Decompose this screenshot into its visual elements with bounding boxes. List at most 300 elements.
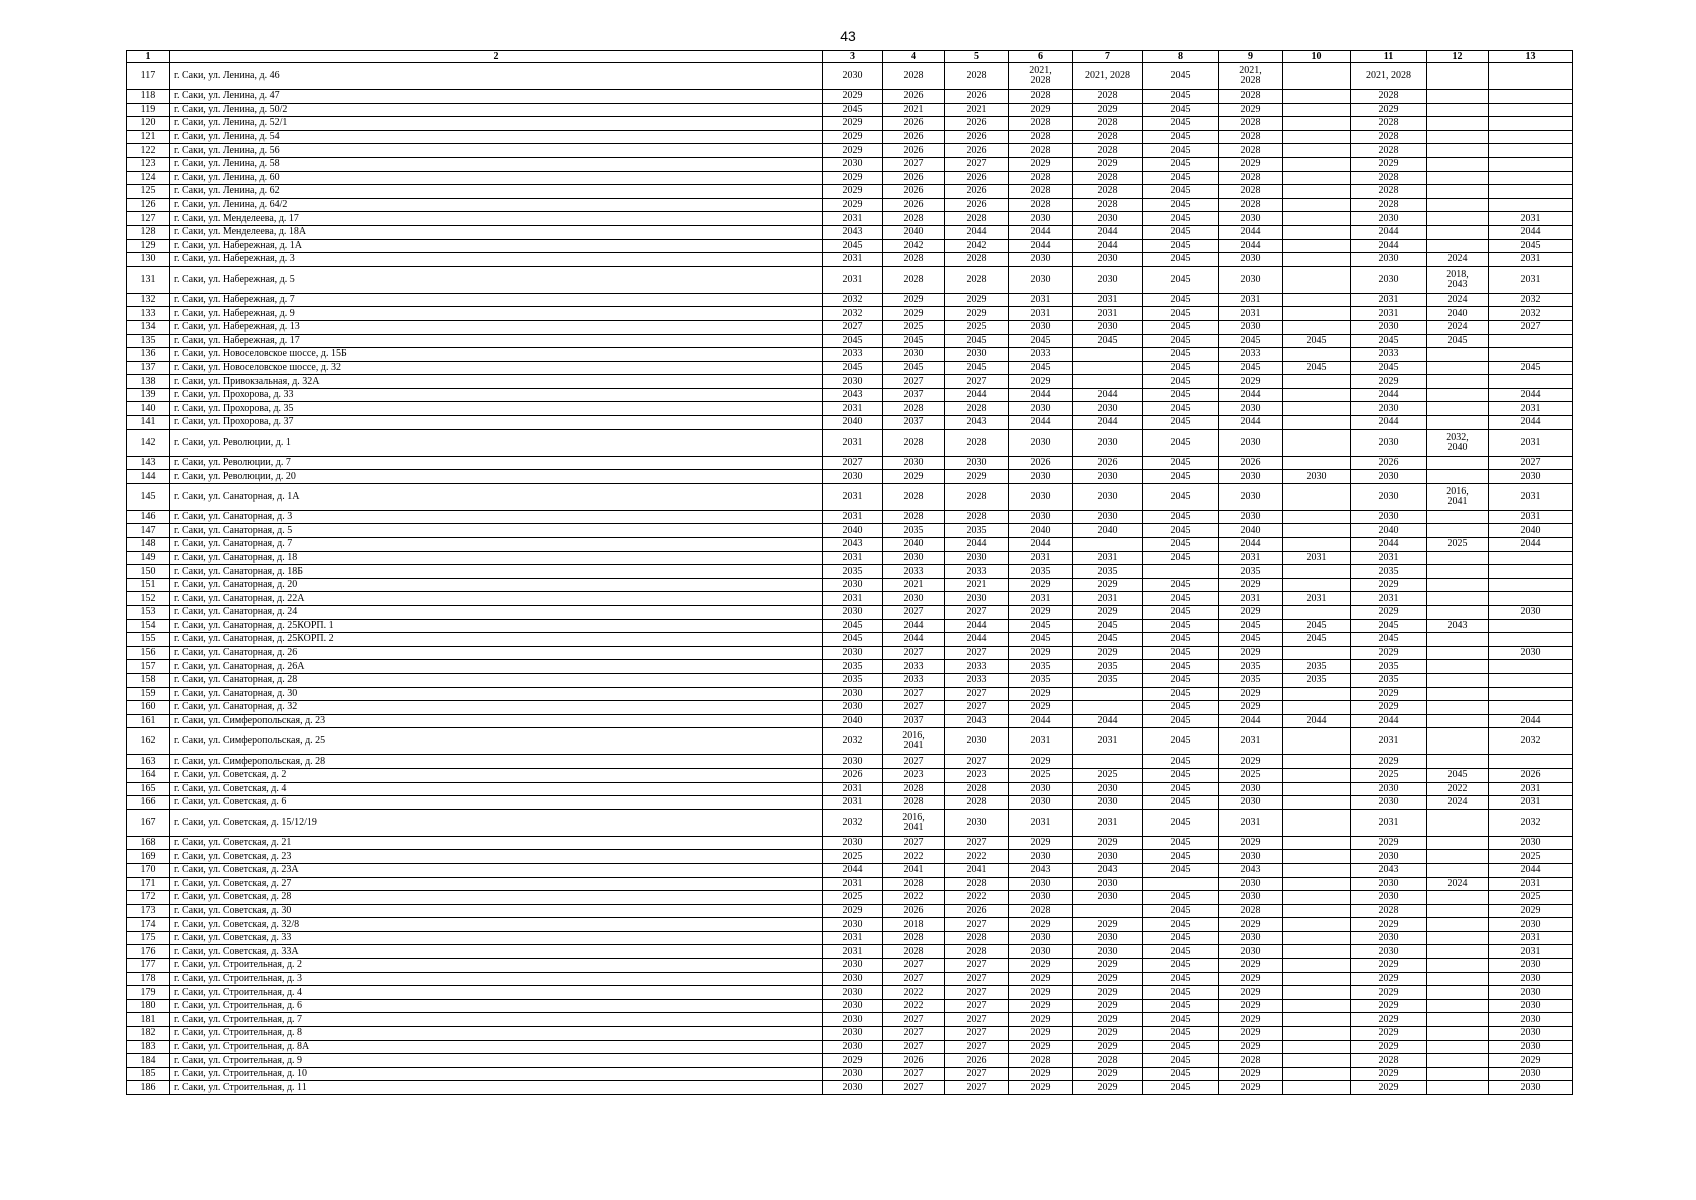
year-cell-col-8: 2045 [1143, 959, 1219, 973]
year-cell-col-7: 2035 [1073, 673, 1143, 687]
year-cell-col-10 [1283, 931, 1351, 945]
table-row [127, 755, 1573, 769]
year-cell-col-10 [1283, 253, 1351, 267]
year-cell-col-7: 2045 [1073, 619, 1143, 633]
year-cell-col-12 [1427, 931, 1489, 945]
address-cell: г. Саки, ул. Прохорова, д. 37 [170, 416, 823, 430]
year-cell-col-4: 2027 [883, 755, 945, 769]
year-cell-col-9: 2033 [1219, 348, 1283, 362]
year-cell-col-11: 2030 [1351, 253, 1427, 267]
year-cell-col-7: 2035 [1073, 660, 1143, 674]
year-cell-col-8: 2045 [1143, 253, 1219, 267]
year-cell-col-6: 2030 [1009, 796, 1073, 810]
year-cell-col-10 [1283, 565, 1351, 579]
address-cell: г. Саки, ул. Санаторная, д. 26А [170, 660, 823, 674]
year-cell-col-7: 2030 [1073, 402, 1143, 416]
year-cell-col-10 [1283, 510, 1351, 524]
row-number-cell: 150 [127, 565, 170, 579]
year-cell-col-9: 2028 [1219, 198, 1283, 212]
address-cell: г. Саки, ул. Советская, д. 33А [170, 945, 823, 959]
table-row [127, 646, 1573, 660]
year-cell-col-8: 2045 [1143, 266, 1219, 293]
year-cell-col-5: 2027 [945, 1040, 1009, 1054]
address-cell: г. Саки, ул. Советская, д. 33 [170, 931, 823, 945]
year-cell-col-9: 2031 [1219, 307, 1283, 321]
year-cell-col-8: 2045 [1143, 348, 1219, 362]
year-cell-col-3: 2029 [823, 185, 883, 199]
row-number-cell: 154 [127, 619, 170, 633]
table-row [127, 1067, 1573, 1081]
year-cell-col-12 [1427, 157, 1489, 171]
year-cell-col-3: 2030 [823, 1040, 883, 1054]
year-cell-col-10 [1283, 144, 1351, 158]
year-cell-col-8: 2045 [1143, 945, 1219, 959]
year-cell-col-8: 2045 [1143, 646, 1219, 660]
address-cell: г. Саки, ул. Набережная, д. 7 [170, 293, 823, 307]
year-cell-col-3: 2040 [823, 714, 883, 728]
address-cell: г. Саки, ул. Набережная, д. 3 [170, 253, 823, 267]
row-number-cell: 158 [127, 673, 170, 687]
year-cell-col-11: 2026 [1351, 456, 1427, 470]
year-cell-col-6: 2029 [1009, 103, 1073, 117]
address-cell: г. Саки, ул. Строительная, д. 6 [170, 999, 823, 1013]
year-cell-col-7: 2044 [1073, 388, 1143, 402]
address-cell: г. Саки, ул. Прохорова, д. 33 [170, 388, 823, 402]
table-row [127, 470, 1573, 484]
year-cell-col-8: 2045 [1143, 714, 1219, 728]
year-cell-col-13: 2031 [1489, 402, 1573, 416]
year-cell-col-8: 2045 [1143, 918, 1219, 932]
year-cell-col-8: 2045 [1143, 863, 1219, 877]
year-cell-col-3: 2031 [823, 592, 883, 606]
address-cell: г. Саки, ул. Менделеева, д. 18А [170, 225, 823, 239]
year-cell-col-9: 2030 [1219, 782, 1283, 796]
year-cell-col-12 [1427, 117, 1489, 131]
row-number-cell: 142 [127, 429, 170, 456]
year-cell-col-13: 2025 [1489, 850, 1573, 864]
year-cell-col-5: 2027 [945, 606, 1009, 620]
year-cell-col-5: 2028 [945, 402, 1009, 416]
year-cell-col-8: 2045 [1143, 687, 1219, 701]
year-cell-col-6: 2031 [1009, 809, 1073, 836]
year-cell-col-7: 2028 [1073, 1054, 1143, 1068]
year-cell-col-9: 2045 [1219, 334, 1283, 348]
year-cell-col-3: 2030 [823, 701, 883, 715]
year-cell-col-11: 2030 [1351, 877, 1427, 891]
row-number-cell: 147 [127, 524, 170, 538]
year-cell-col-10 [1283, 918, 1351, 932]
year-cell-col-10 [1283, 429, 1351, 456]
year-cell-col-6: 2044 [1009, 714, 1073, 728]
year-cell-col-11: 2029 [1351, 959, 1427, 973]
year-cell-col-8: 2045 [1143, 117, 1219, 131]
year-cell-col-5: 2027 [945, 646, 1009, 660]
year-cell-col-7: 2030 [1073, 891, 1143, 905]
year-cell-col-7: 2029 [1073, 1027, 1143, 1041]
year-cell-col-13: 2031 [1489, 510, 1573, 524]
year-cell-col-12 [1427, 687, 1489, 701]
year-cell-col-11: 2029 [1351, 986, 1427, 1000]
year-cell-col-7: 2029 [1073, 157, 1143, 171]
year-cell-col-13 [1489, 157, 1573, 171]
year-cell-col-5: 2028 [945, 782, 1009, 796]
year-cell-col-7: 2029 [1073, 918, 1143, 932]
year-cell-col-5: 2028 [945, 483, 1009, 510]
year-cell-col-6: 2044 [1009, 225, 1073, 239]
year-cell-col-8: 2045 [1143, 1081, 1219, 1095]
year-cell-col-4: 2045 [883, 361, 945, 375]
row-number-cell: 161 [127, 714, 170, 728]
row-number-cell: 120 [127, 117, 170, 131]
address-cell: г. Саки, ул. Строительная, д. 9 [170, 1054, 823, 1068]
year-cell-col-3: 2044 [823, 863, 883, 877]
year-cell-col-6: 2030 [1009, 470, 1073, 484]
year-cell-col-12 [1427, 891, 1489, 905]
year-cell-col-9: 2044 [1219, 388, 1283, 402]
row-number-cell: 156 [127, 646, 170, 660]
year-cell-col-8: 2045 [1143, 1013, 1219, 1027]
year-cell-col-13: 2032 [1489, 809, 1573, 836]
year-cell-col-4: 2027 [883, 959, 945, 973]
year-cell-col-9: 2029 [1219, 972, 1283, 986]
year-cell-col-8: 2045 [1143, 551, 1219, 565]
row-number-cell: 170 [127, 863, 170, 877]
year-cell-col-5: 2029 [945, 470, 1009, 484]
table-body [127, 63, 1573, 1095]
year-cell-col-3: 2031 [823, 510, 883, 524]
table-row [127, 891, 1573, 905]
year-cell-col-11: 2031 [1351, 551, 1427, 565]
year-cell-col-12 [1427, 90, 1489, 104]
year-cell-col-7: 2029 [1073, 1067, 1143, 1081]
address-cell: г. Саки, ул. Ленина, д. 60 [170, 171, 823, 185]
year-cell-col-10 [1283, 836, 1351, 850]
table-row [127, 171, 1573, 185]
address-cell: г. Саки, ул. Санаторная, д. 25КОРП. 1 [170, 619, 823, 633]
year-cell-col-8: 2045 [1143, 361, 1219, 375]
row-number-cell: 182 [127, 1027, 170, 1041]
table-row [127, 307, 1573, 321]
year-cell-col-4: 2026 [883, 171, 945, 185]
year-cell-col-4: 2028 [883, 429, 945, 456]
year-cell-col-8: 2045 [1143, 660, 1219, 674]
year-cell-col-6: 2033 [1009, 348, 1073, 362]
year-cell-col-13: 2044 [1489, 714, 1573, 728]
year-cell-col-12 [1427, 361, 1489, 375]
year-cell-col-12 [1427, 714, 1489, 728]
table-row [127, 117, 1573, 131]
year-cell-col-6: 2029 [1009, 157, 1073, 171]
year-cell-col-10 [1283, 320, 1351, 334]
year-cell-col-9: 2030 [1219, 470, 1283, 484]
year-cell-col-8: 2045 [1143, 972, 1219, 986]
year-cell-col-9: 2029 [1219, 755, 1283, 769]
year-cell-col-12 [1427, 130, 1489, 144]
year-cell-col-8: 2045 [1143, 891, 1219, 905]
year-cell-col-10 [1283, 945, 1351, 959]
address-cell: г. Саки, ул. Революции, д. 20 [170, 470, 823, 484]
row-number-cell: 180 [127, 999, 170, 1013]
year-cell-col-8: 2045 [1143, 768, 1219, 782]
table-row [127, 687, 1573, 701]
year-cell-col-13 [1489, 578, 1573, 592]
address-cell: г. Саки, ул. Санаторная, д. 28 [170, 673, 823, 687]
column-header-3: 3 [823, 51, 883, 63]
year-cell-col-7: 2029 [1073, 1040, 1143, 1054]
year-cell-col-11: 2029 [1351, 701, 1427, 715]
year-cell-col-7: 2029 [1073, 959, 1143, 973]
year-cell-col-5: 2027 [945, 972, 1009, 986]
address-cell: г. Саки, ул. Санаторная, д. 25КОРП. 2 [170, 633, 823, 647]
row-number-cell: 183 [127, 1040, 170, 1054]
table-row [127, 483, 1573, 510]
year-cell-col-8: 2045 [1143, 836, 1219, 850]
year-cell-col-9: 2028 [1219, 117, 1283, 131]
year-cell-col-8: 2045 [1143, 809, 1219, 836]
year-cell-col-10 [1283, 239, 1351, 253]
year-cell-col-4: 2027 [883, 157, 945, 171]
year-cell-col-8: 2045 [1143, 606, 1219, 620]
year-cell-col-4: 2041 [883, 863, 945, 877]
year-cell-col-8: 2045 [1143, 307, 1219, 321]
row-number-cell: 139 [127, 388, 170, 402]
table-row [127, 103, 1573, 117]
year-cell-col-11: 2030 [1351, 891, 1427, 905]
year-cell-col-13: 2044 [1489, 225, 1573, 239]
year-cell-col-12 [1427, 918, 1489, 932]
column-number-header [127, 51, 1573, 63]
year-cell-col-3: 2030 [823, 687, 883, 701]
table-row [127, 375, 1573, 389]
row-number-cell: 171 [127, 877, 170, 891]
table-row [127, 348, 1573, 362]
row-number-cell: 136 [127, 348, 170, 362]
year-cell-col-5: 2028 [945, 796, 1009, 810]
column-header-1: 1 [127, 51, 170, 63]
year-cell-col-9: 2030 [1219, 510, 1283, 524]
year-cell-col-8: 2045 [1143, 293, 1219, 307]
row-number-cell: 133 [127, 307, 170, 321]
year-cell-col-12 [1427, 904, 1489, 918]
year-cell-col-10: 2030 [1283, 470, 1351, 484]
year-cell-col-9: 2029 [1219, 1067, 1283, 1081]
year-cell-col-13 [1489, 755, 1573, 769]
year-cell-col-10 [1283, 904, 1351, 918]
year-cell-col-4: 2030 [883, 551, 945, 565]
year-cell-col-3: 2035 [823, 565, 883, 579]
year-cell-col-12 [1427, 728, 1489, 755]
year-cell-col-3: 2030 [823, 986, 883, 1000]
year-cell-col-6: 2029 [1009, 755, 1073, 769]
year-cell-col-10: 2035 [1283, 673, 1351, 687]
year-cell-col-6: 2044 [1009, 239, 1073, 253]
year-cell-col-4: 2044 [883, 619, 945, 633]
year-cell-col-12: 2024 [1427, 877, 1489, 891]
year-cell-col-7 [1073, 687, 1143, 701]
year-cell-col-7: 2029 [1073, 986, 1143, 1000]
year-cell-col-13: 2044 [1489, 863, 1573, 877]
year-cell-col-4: 2030 [883, 592, 945, 606]
table-row [127, 945, 1573, 959]
table-row [127, 253, 1573, 267]
table-row [127, 931, 1573, 945]
year-cell-col-13: 2031 [1489, 266, 1573, 293]
address-cell: г. Саки, ул. Санаторная, д. 18 [170, 551, 823, 565]
year-cell-col-4: 2028 [883, 510, 945, 524]
year-cell-col-13 [1489, 63, 1573, 90]
year-cell-col-5: 2023 [945, 768, 1009, 782]
year-cell-col-10: 2031 [1283, 592, 1351, 606]
year-cell-col-12 [1427, 1013, 1489, 1027]
year-cell-col-11: 2030 [1351, 402, 1427, 416]
year-cell-col-6: 2035 [1009, 673, 1073, 687]
year-cell-col-12 [1427, 1040, 1489, 1054]
year-cell-col-12 [1427, 592, 1489, 606]
address-cell: г. Саки, ул. Санаторная, д. 22А [170, 592, 823, 606]
column-header-8: 8 [1143, 51, 1219, 63]
year-cell-col-4: 2028 [883, 945, 945, 959]
year-cell-col-3: 2029 [823, 1054, 883, 1068]
year-cell-col-4: 2027 [883, 1040, 945, 1054]
year-cell-col-5: 2026 [945, 90, 1009, 104]
year-cell-col-4: 2016, 2041 [883, 728, 945, 755]
year-cell-col-7: 2043 [1073, 863, 1143, 877]
row-number-cell: 134 [127, 320, 170, 334]
year-cell-col-11: 2030 [1351, 931, 1427, 945]
year-cell-col-7: 2030 [1073, 470, 1143, 484]
year-cell-col-7: 2031 [1073, 551, 1143, 565]
row-number-cell: 173 [127, 904, 170, 918]
year-cell-col-10 [1283, 63, 1351, 90]
year-cell-col-11: 2030 [1351, 429, 1427, 456]
year-cell-col-12 [1427, 646, 1489, 660]
year-cell-col-9: 2029 [1219, 959, 1283, 973]
year-cell-col-10 [1283, 402, 1351, 416]
year-cell-col-4: 2021 [883, 103, 945, 117]
year-cell-col-10 [1283, 388, 1351, 402]
year-cell-col-12: 2045 [1427, 334, 1489, 348]
year-cell-col-13 [1489, 551, 1573, 565]
year-cell-col-5: 2028 [945, 63, 1009, 90]
year-cell-col-10 [1283, 782, 1351, 796]
year-cell-col-3: 2030 [823, 836, 883, 850]
year-cell-col-12 [1427, 456, 1489, 470]
year-cell-col-3: 2029 [823, 117, 883, 131]
year-cell-col-11: 2030 [1351, 212, 1427, 226]
year-cell-col-9: 2030 [1219, 931, 1283, 945]
year-cell-col-13: 2045 [1489, 361, 1573, 375]
year-cell-col-4: 2040 [883, 225, 945, 239]
year-cell-col-10 [1283, 877, 1351, 891]
year-cell-col-11: 2028 [1351, 171, 1427, 185]
address-cell: г. Саки, ул. Советская, д. 30 [170, 904, 823, 918]
address-cell: г. Саки, ул. Советская, д. 28 [170, 891, 823, 905]
table-row [127, 782, 1573, 796]
year-cell-col-7: 2030 [1073, 782, 1143, 796]
year-cell-col-13: 2025 [1489, 891, 1573, 905]
year-cell-col-4: 2027 [883, 606, 945, 620]
year-cell-col-9: 2031 [1219, 592, 1283, 606]
year-cell-col-5: 2027 [945, 1067, 1009, 1081]
year-cell-col-5: 2027 [945, 1027, 1009, 1041]
year-cell-col-3: 2031 [823, 212, 883, 226]
year-cell-col-4: 2026 [883, 144, 945, 158]
table-row [127, 714, 1573, 728]
year-cell-col-8: 2045 [1143, 456, 1219, 470]
year-cell-col-8: 2045 [1143, 1027, 1219, 1041]
year-cell-col-6: 2028 [1009, 1054, 1073, 1068]
year-cell-col-6: 2029 [1009, 918, 1073, 932]
year-cell-col-9: 2030 [1219, 945, 1283, 959]
year-cell-col-4: 2033 [883, 565, 945, 579]
year-cell-col-3: 2030 [823, 918, 883, 932]
row-number-cell: 131 [127, 266, 170, 293]
year-cell-col-13: 2031 [1489, 931, 1573, 945]
year-cell-col-7: 2028 [1073, 198, 1143, 212]
row-number-cell: 146 [127, 510, 170, 524]
year-cell-col-3: 2029 [823, 130, 883, 144]
table-row [127, 701, 1573, 715]
year-cell-col-9: 2029 [1219, 836, 1283, 850]
year-cell-col-3: 2030 [823, 1013, 883, 1027]
column-header-4: 4 [883, 51, 945, 63]
address-cell: г. Саки, ул. Ленина, д. 47 [170, 90, 823, 104]
table-row [127, 144, 1573, 158]
year-cell-col-6: 2030 [1009, 483, 1073, 510]
year-cell-col-11: 2029 [1351, 1027, 1427, 1041]
year-cell-col-11: 2028 [1351, 904, 1427, 918]
row-number-cell: 160 [127, 701, 170, 715]
year-cell-col-11: 2030 [1351, 796, 1427, 810]
year-cell-col-10: 2045 [1283, 619, 1351, 633]
year-cell-col-7: 2045 [1073, 633, 1143, 647]
year-cell-col-4: 2028 [883, 63, 945, 90]
year-cell-col-13 [1489, 117, 1573, 131]
year-cell-col-3: 2045 [823, 633, 883, 647]
year-cell-col-5: 2026 [945, 185, 1009, 199]
year-cell-col-9: 2044 [1219, 239, 1283, 253]
year-cell-col-10 [1283, 117, 1351, 131]
column-header-2: 2 [170, 51, 823, 63]
address-cell: г. Саки, ул. Советская, д. 15/12/19 [170, 809, 823, 836]
year-cell-col-8: 2045 [1143, 375, 1219, 389]
row-number-cell: 130 [127, 253, 170, 267]
year-cell-col-7: 2030 [1073, 850, 1143, 864]
year-cell-col-3: 2030 [823, 972, 883, 986]
year-cell-col-13 [1489, 701, 1573, 715]
year-cell-col-3: 2029 [823, 90, 883, 104]
year-cell-col-3: 2031 [823, 877, 883, 891]
year-cell-col-11: 2035 [1351, 565, 1427, 579]
year-cell-col-9: 2028 [1219, 171, 1283, 185]
row-number-cell: 126 [127, 198, 170, 212]
row-number-cell: 159 [127, 687, 170, 701]
year-cell-col-4: 2026 [883, 130, 945, 144]
year-cell-col-4: 2042 [883, 239, 945, 253]
year-cell-col-9: 2028 [1219, 90, 1283, 104]
row-number-cell: 174 [127, 918, 170, 932]
year-cell-col-10 [1283, 293, 1351, 307]
address-cell: г. Саки, ул. Санаторная, д. 24 [170, 606, 823, 620]
year-cell-col-5: 2026 [945, 171, 1009, 185]
year-cell-col-4: 2022 [883, 986, 945, 1000]
address-cell: г. Саки, ул. Симферопольская, д. 25 [170, 728, 823, 755]
year-cell-col-6: 2031 [1009, 592, 1073, 606]
year-cell-col-12 [1427, 63, 1489, 90]
year-cell-col-11: 2031 [1351, 293, 1427, 307]
row-number-cell: 129 [127, 239, 170, 253]
table-row [127, 877, 1573, 891]
